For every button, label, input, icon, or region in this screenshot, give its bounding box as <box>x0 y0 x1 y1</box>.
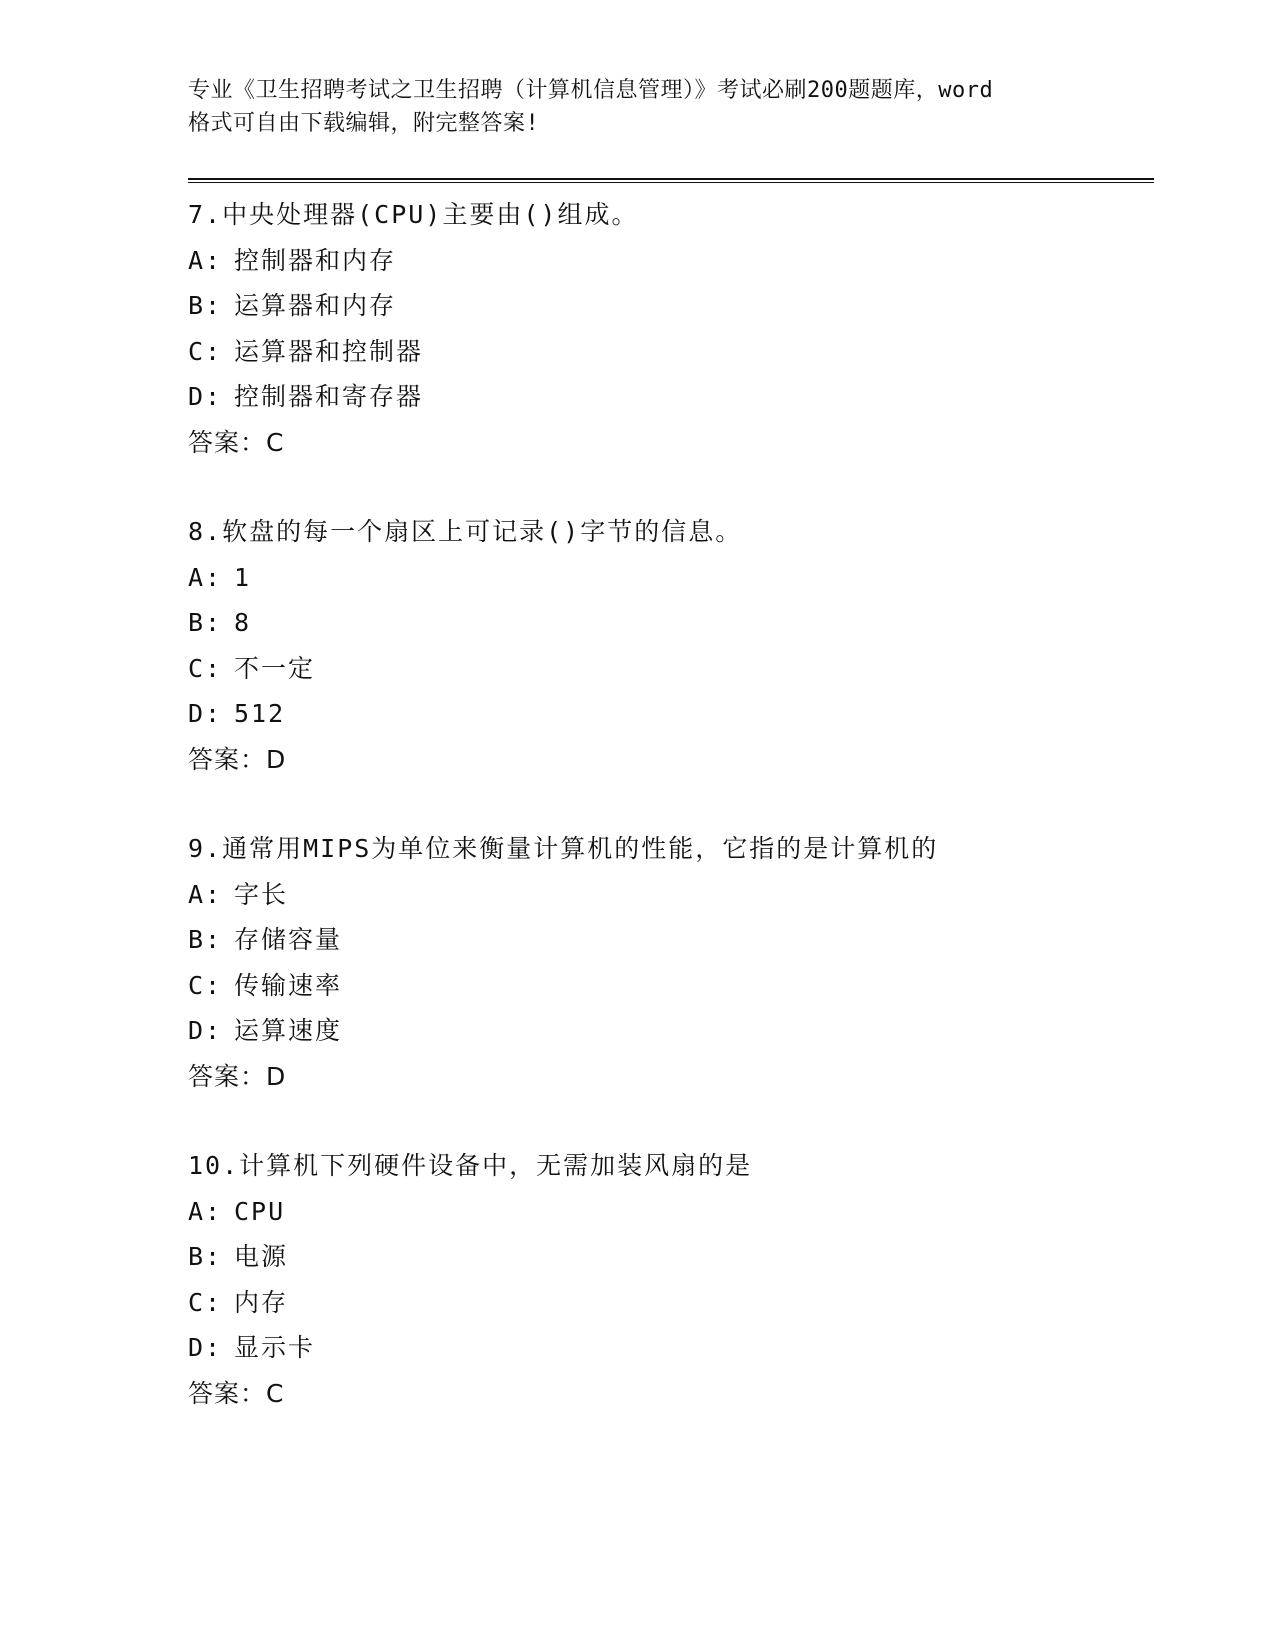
answer-line: 答案：D <box>188 744 287 774</box>
option-letter: C: <box>188 1287 223 1317</box>
option-text: 内存 <box>234 1287 289 1317</box>
question-9 <box>188 826 1148 1099</box>
option-text: 1 <box>234 562 252 592</box>
option-a <box>188 1189 1148 1235</box>
option-letter: C: <box>188 970 223 1000</box>
option-c <box>188 329 1148 375</box>
document-header <box>188 74 1088 140</box>
question-stem: 10.计算机下列硬件设备中，无需加装风扇的是 <box>188 1151 753 1180</box>
option-letter: A: <box>188 879 223 909</box>
option-letter: A: <box>188 245 223 275</box>
option-b <box>188 283 1148 329</box>
option-letter: D: <box>188 382 223 411</box>
option-letter: C: <box>188 653 223 683</box>
option-letter: B: <box>188 925 223 954</box>
option-text: 运算速度 <box>234 1016 343 1045</box>
option-text: 电源 <box>234 1242 289 1271</box>
option-text: 512 <box>234 699 286 728</box>
question-8 <box>188 509 1148 782</box>
header-divider-thin <box>188 182 1154 183</box>
option-text: CPU <box>234 1196 286 1226</box>
option-text: 控制器和寄存器 <box>234 382 424 411</box>
answer-line: 答案：C <box>188 427 285 457</box>
question-stem: 7.中央处理器(CPU)主要由()组成。 <box>188 200 639 229</box>
option-text: 字长 <box>234 879 289 909</box>
header-line-2: 格式可自由下载编辑，附完整答案! <box>188 111 540 136</box>
option-b <box>188 917 1148 963</box>
answer-line: 答案：C <box>188 1378 285 1408</box>
option-letter: B: <box>188 291 223 320</box>
option-d <box>188 1325 1148 1371</box>
option-text: 不一定 <box>234 653 316 683</box>
option-c <box>188 1280 1148 1326</box>
question-stem: 8.软盘的每一个扇区上可记录()字节的信息。 <box>188 517 743 546</box>
option-text: 运算器和内存 <box>234 291 397 320</box>
option-text: 传输速率 <box>234 970 343 1000</box>
question-stem: 9.通常用MIPS为单位来衡量计算机的性能，它指的是计算机的 <box>188 834 939 863</box>
question-7 <box>188 192 1148 465</box>
option-letter: B: <box>188 1242 223 1271</box>
option-text: 8 <box>234 608 252 637</box>
header-divider-thick <box>188 178 1154 180</box>
option-d <box>188 691 1148 737</box>
answer-line: 答案：D <box>188 1061 287 1091</box>
option-text: 存储容量 <box>234 925 343 954</box>
option-a <box>188 238 1148 284</box>
option-d <box>188 374 1148 420</box>
option-letter: D: <box>188 1016 223 1045</box>
option-letter: A: <box>188 1196 223 1226</box>
option-text: 控制器和内存 <box>234 245 397 275</box>
question-list <box>188 192 1148 1460</box>
option-c <box>188 646 1148 692</box>
option-letter: D: <box>188 1333 223 1362</box>
option-letter: D: <box>188 699 223 728</box>
option-letter: B: <box>188 608 223 637</box>
header-line-1: 专业《卫生招聘考试之卫生招聘（计算机信息管理）》考试必刷200题题库，word <box>188 78 994 103</box>
option-b <box>188 600 1148 646</box>
option-text: 运算器和控制器 <box>234 336 424 366</box>
option-text: 显示卡 <box>234 1333 316 1362</box>
option-letter: A: <box>188 562 223 592</box>
option-letter: C: <box>188 336 223 366</box>
option-c <box>188 963 1148 1009</box>
option-b <box>188 1234 1148 1280</box>
option-d <box>188 1008 1148 1054</box>
option-a <box>188 555 1148 601</box>
question-10 <box>188 1143 1148 1416</box>
option-a <box>188 872 1148 918</box>
